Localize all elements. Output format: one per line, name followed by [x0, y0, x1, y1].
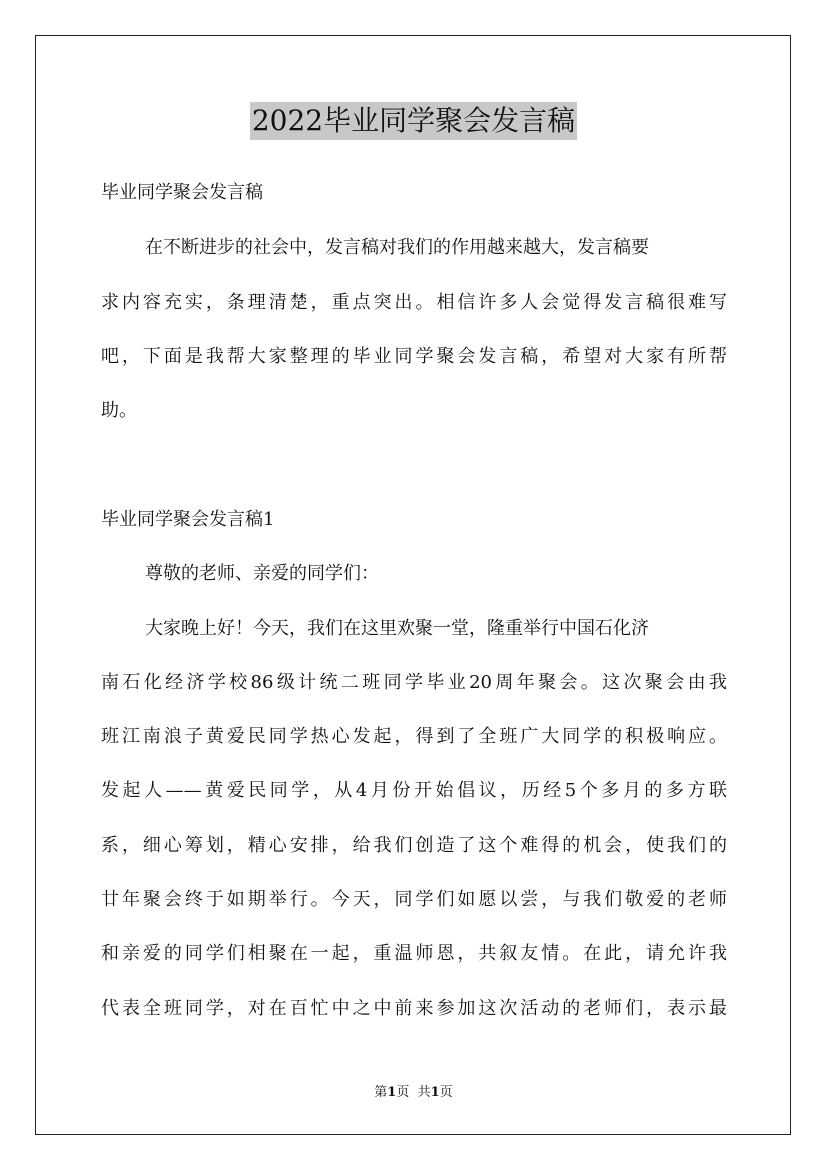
total-unit: 页 — [439, 1085, 453, 1100]
page-unit: 页 — [396, 1085, 410, 1100]
body-line: 系，细心筹划，精心安排，给我们创造了这个难得的机会，使我们的 — [101, 835, 727, 856]
section-heading: 毕业同学聚会发言稿1 — [101, 509, 275, 530]
intro-line: 助。 — [101, 400, 137, 421]
page-total: 1 — [430, 1085, 440, 1100]
page-prefix: 第 — [374, 1085, 388, 1100]
document-title: 2022毕业同学聚会发言稿 — [250, 102, 577, 140]
body-line: 廿年聚会终于如期举行。今天，同学们如愿以尝，与我们敬爱的老师 — [101, 889, 727, 910]
body-line: 班江南浪子黄爱民同学热心发起，得到了全班广大同学的积极响应。 — [101, 726, 727, 747]
body-line: 大家晚上好！今天，我们在这里欢聚一堂，隆重举行中国石化济 — [145, 618, 649, 639]
body-line: 和亲爱的同学们相聚在一起，重温师恩，共叙友情。在此，请允许我 — [101, 943, 727, 964]
greeting-line: 尊敬的老师、亲爱的同学们： — [145, 563, 379, 584]
page-footer — [0, 1084, 827, 1102]
total-prefix: 共 — [417, 1085, 431, 1100]
intro-line: 吧，下面是我帮大家整理的毕业同学聚会发言稿，希望对大家有所帮 — [101, 346, 727, 367]
body-line: 发起人——黄爱民同学，从4月份开始倡议，历经5个多月的多方联 — [101, 780, 727, 801]
document-subtitle: 毕业同学聚会发言稿 — [101, 182, 263, 203]
body-line: 南石化经济学校86级计统二班同学毕业20周年聚会。这次聚会由我 — [101, 672, 727, 693]
body-line: 代表全班同学，对在百忙中之中前来参加这次活动的老师们，表示最 — [101, 998, 727, 1019]
intro-line: 求内容充实，条理清楚，重点突出。相信许多人会觉得发言稿很难写 — [101, 292, 727, 313]
intro-line: 在不断进步的社会中，发言稿对我们的作用越来越大，发言稿要 — [145, 237, 649, 258]
page-current: 1 — [387, 1085, 397, 1100]
title-container — [0, 102, 827, 140]
